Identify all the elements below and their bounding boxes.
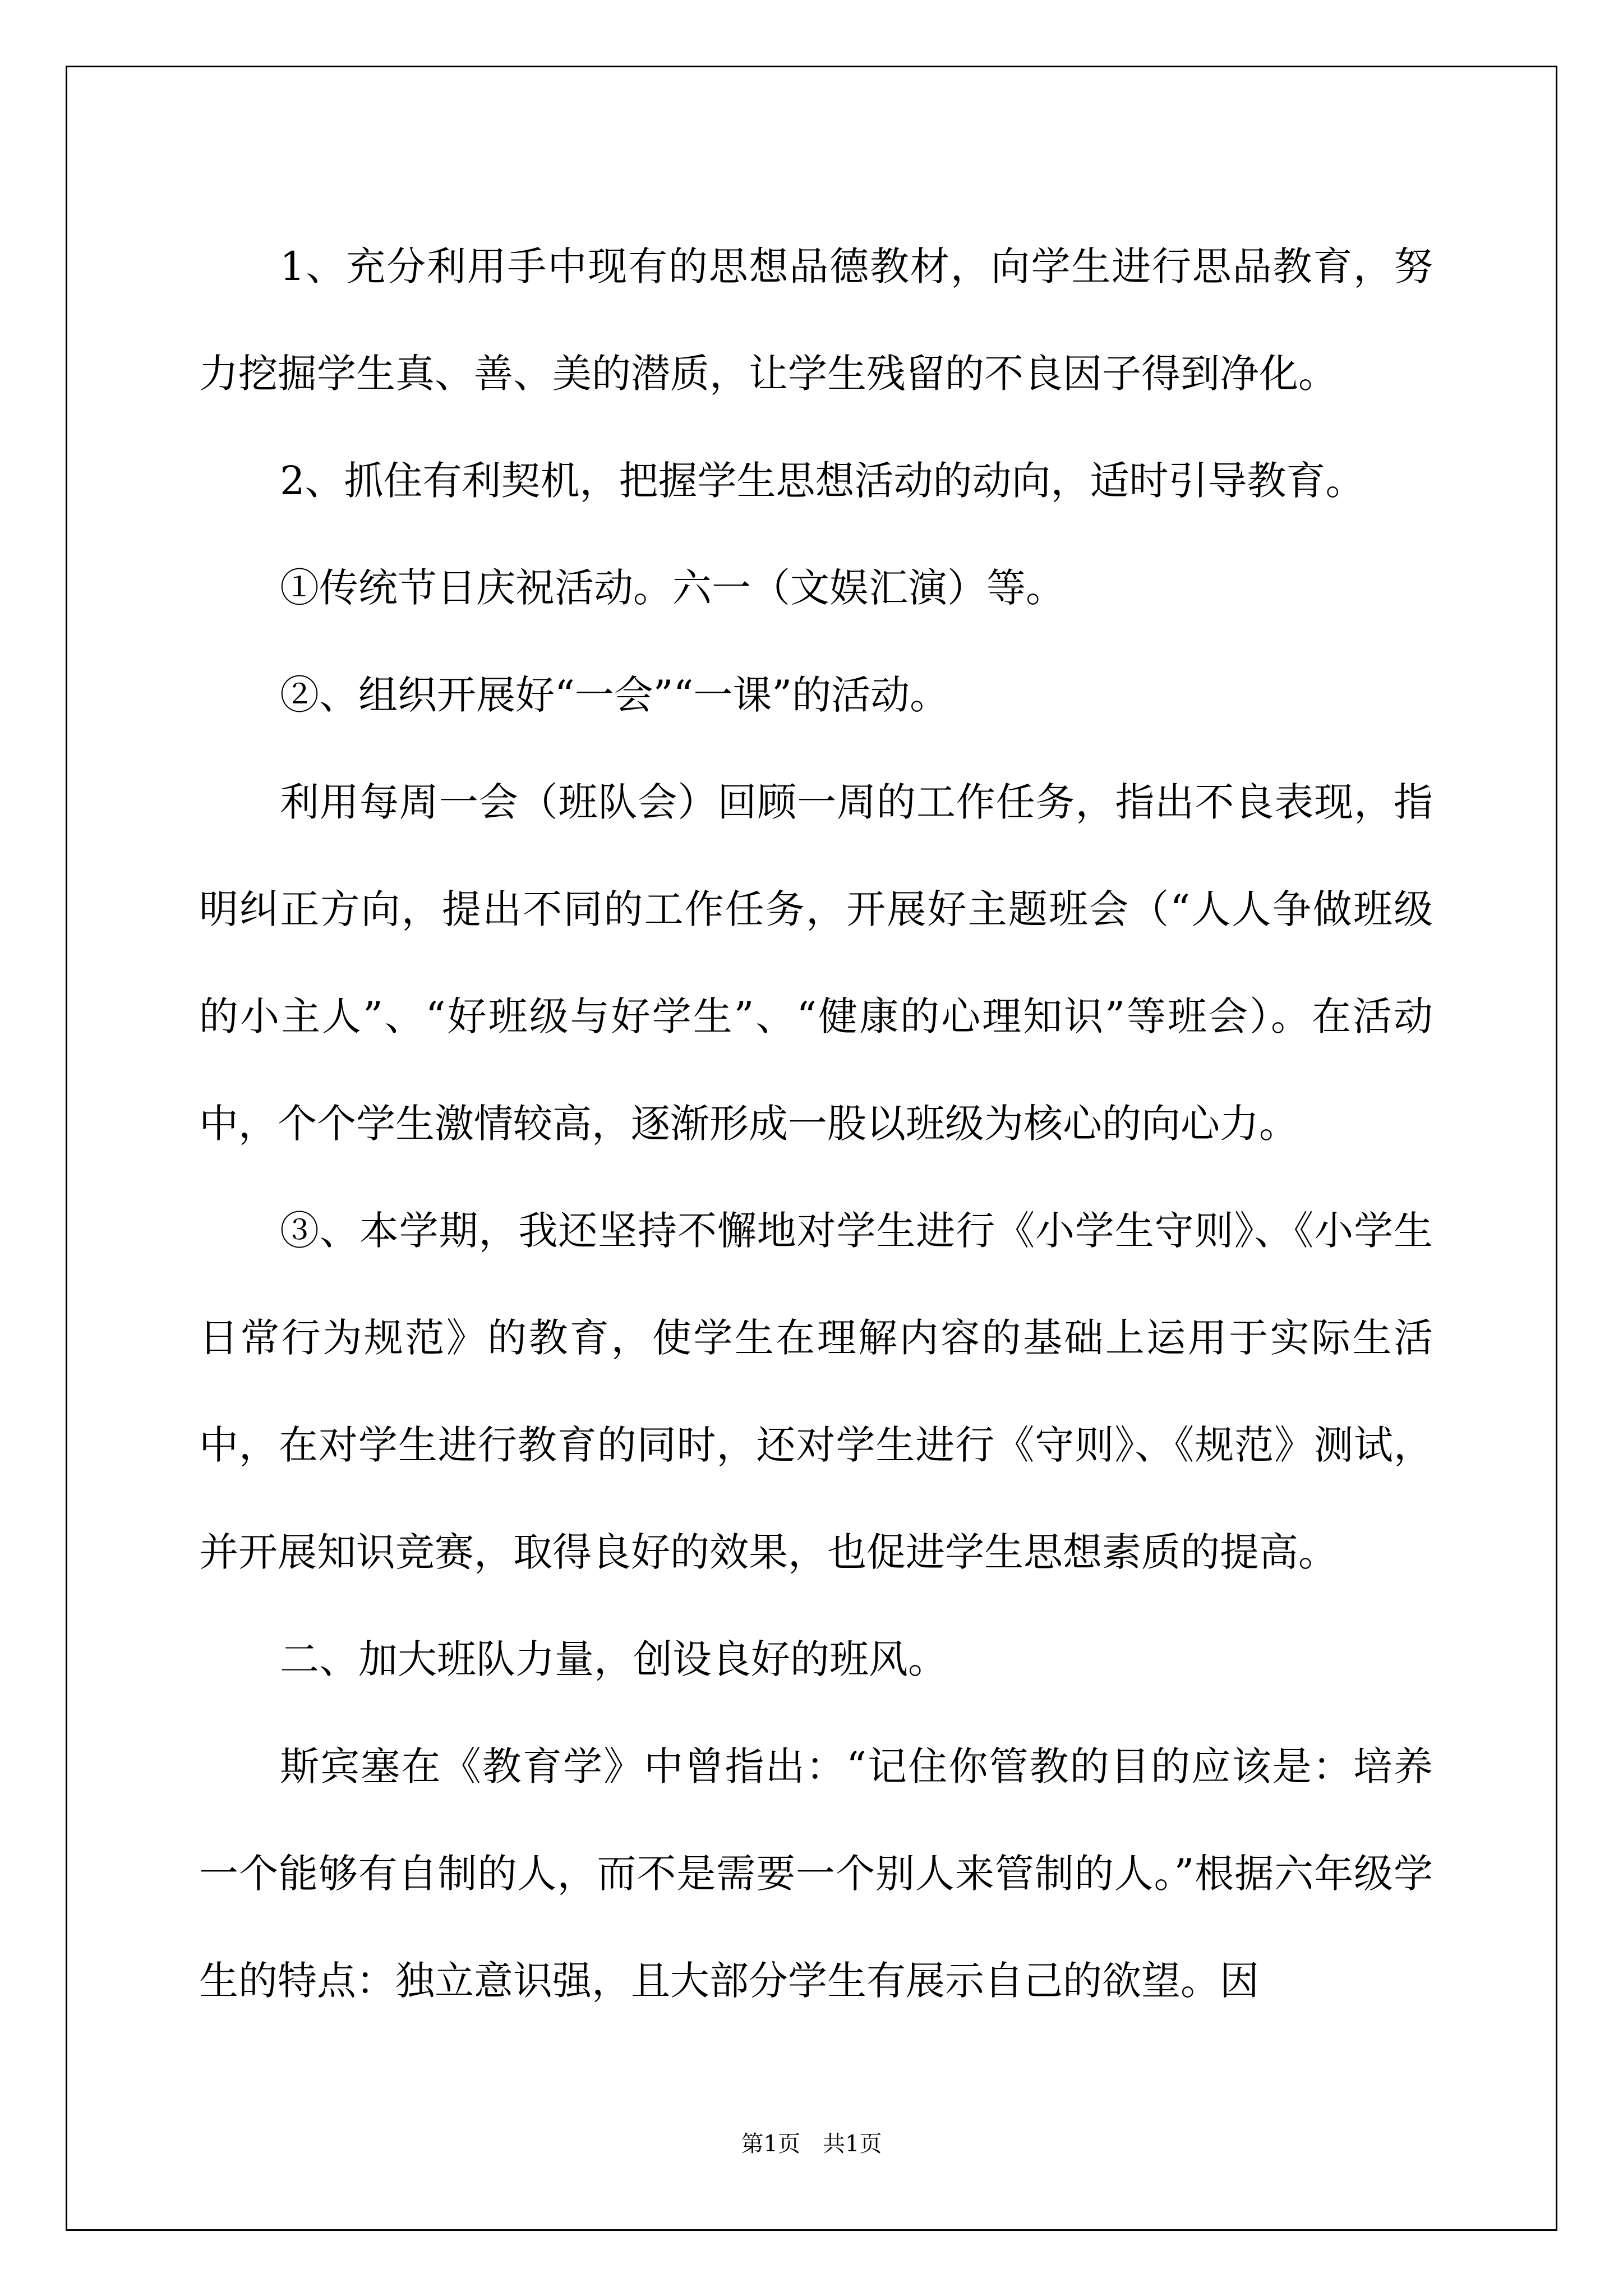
paragraph-5: 利用每周一会（班队会）回顾一周的工作任务，指出不良表现，指明纠正方向，提出不同的工作任务，开展好主题班会（“人人争做班级的小主人”、“好班级与好学生”、“健康的心理知识”等班会）。在活动中，个个学生激情较高，逐渐形成一股以班级为核心的向心力。 bbox=[199, 779, 1433, 1147]
paragraph-2: 2、抓住有利契机，把握学生思想活动的动向，适时引导教育。 bbox=[280, 458, 1365, 504]
paragraph-8: 斯宾塞在《教育学》中曾指出：“记住你管教的目的应该是：培养一个能够有自制的人，而不是需要一个别人来管制的人。”根据六年级学生的特点：独立意识强，且大部分学生有展示自己的欲望。因 bbox=[199, 1743, 1433, 2004]
paragraph-3: ①传统节日庆祝活动。六一（文娱汇演）等。 bbox=[280, 565, 1065, 611]
paragraph-4: ②、组织开展好“一会”“一课”的活动。 bbox=[280, 672, 949, 718]
document-body bbox=[199, 213, 1433, 2035]
paragraph-7: 二、加大班队力量，创设良好的班风。 bbox=[280, 1636, 947, 1682]
paragraph-6: ③、本学期，我还坚持不懈地对学生进行《小学生守则》、《小学生日常行为规范》的教育，使学生在理解内容的基础上运用于实际生活中，在对学生进行教育的同时，还对学生进行《守则》、《规范》测试，并开展知识竞赛，取得良好的效果，也促进学生思想素质的提高。 bbox=[199, 1208, 1433, 1575]
paragraph-1: 1、充分利用手中现有的思想品德教材，向学生进行思品教育，努力挖掘学生真、善、美的潜质，让学生残留的不良因子得到净化。 bbox=[199, 243, 1433, 397]
page-footer: 第1页 共1页 bbox=[741, 2131, 882, 2157]
